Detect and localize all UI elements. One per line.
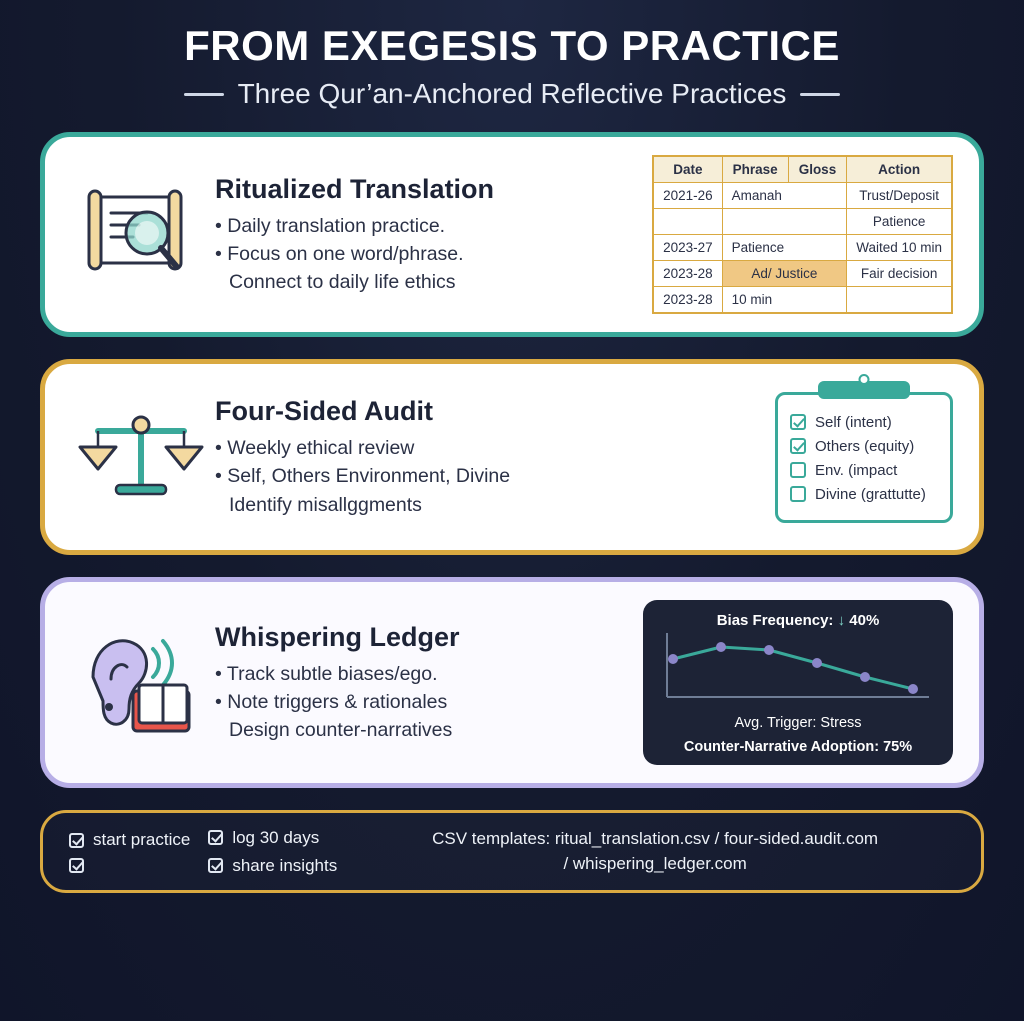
footer-col-mid <box>208 828 337 876</box>
checklist-label: Others (equity) <box>815 437 915 455</box>
footer-item-start-practice[interactable] <box>69 830 190 850</box>
bias-frequency-line-chart <box>659 629 937 705</box>
checklist-item-others[interactable] <box>790 438 938 455</box>
col-phrase: Phrase <box>722 156 788 183</box>
footer-item-empty[interactable] <box>69 858 190 873</box>
checkbox-checked-icon[interactable] <box>69 833 84 848</box>
chart-subtext: Avg. Trigger: Stress <box>734 715 862 731</box>
card-2-title: Four-Sided Audit <box>215 396 433 427</box>
card-2-body <box>211 396 775 518</box>
checklist-item-env[interactable] <box>790 462 938 479</box>
checklist-label: Divine (grattutte) <box>815 485 926 503</box>
gloss-table <box>652 155 953 314</box>
card-whispering-ledger[interactable] <box>40 577 984 788</box>
col-action: Action <box>847 156 952 183</box>
cell-date: 2021-26 <box>653 183 722 209</box>
checklist-label: Self (intent) <box>815 413 892 431</box>
card-3-title: Whispering Ledger <box>215 621 460 652</box>
cell-phrase: 10 min <box>722 287 847 314</box>
card-1-table-wrap <box>652 155 953 314</box>
down-arrow-icon: ↓ <box>837 612 846 629</box>
card-1-bullet-2: • Focus on one word/phrase. <box>215 242 464 265</box>
card-2-bullet-2: • Self, Others Environment, Divine <box>215 465 511 488</box>
card-3-body <box>211 622 643 744</box>
card-1-body <box>211 174 652 296</box>
cell-date: 2023-28 <box>653 261 722 287</box>
card-3-bullet-3: Design counter-narratives <box>229 719 453 742</box>
card-2-bullet-1: • Weekly ethical review <box>215 437 415 460</box>
checklist-label: Env. (impact <box>815 461 898 479</box>
dash-right-icon <box>800 93 840 96</box>
ear-book-icon <box>71 623 211 743</box>
footer-col-left <box>69 830 190 873</box>
cell-action: Waited 10 min <box>847 235 952 261</box>
table-row <box>653 287 952 314</box>
footer-label: start practice <box>93 830 191 850</box>
card-four-sided-audit[interactable] <box>40 359 984 555</box>
page-title: FROM EXEGESIS TO PRACTICE <box>184 22 840 69</box>
card-3-chart-wrap <box>643 600 953 765</box>
table-header-row <box>653 156 952 183</box>
footer-csv-line-2: / whispering_ledger.com <box>563 853 747 873</box>
card-ritualized-translation[interactable] <box>40 132 984 337</box>
checkbox-checked-icon[interactable] <box>790 414 806 430</box>
scales-balance-icon <box>71 401 211 513</box>
card-2-checklist-wrap <box>775 392 953 523</box>
header <box>40 0 984 110</box>
cell-action: Trust/Deposit <box>847 183 952 209</box>
card-3-bullet-2: • Note triggers & rationales <box>215 690 448 713</box>
cell-action <box>847 287 952 314</box>
cell-date <box>653 209 722 235</box>
bias-chart-panel <box>643 600 953 765</box>
page-subtitle: Three Qur’an-Anchored Reflective Practices <box>237 78 787 109</box>
chart-headline-label: Bias Frequency: <box>716 612 834 629</box>
footer-label: share insights <box>232 855 338 875</box>
cell-date: 2023-27 <box>653 235 722 261</box>
cell-phrase: Patience <box>722 235 847 261</box>
card-3-bullet-1: • Track subtle biases/ego. <box>215 662 438 685</box>
table-row-highlighted <box>653 261 952 287</box>
checkbox-checked-icon[interactable] <box>790 438 806 454</box>
cell-phrase <box>722 209 847 235</box>
footer-csv-note <box>355 827 955 876</box>
cell-date: 2023-28 <box>653 287 722 314</box>
cell-action: Patience <box>847 209 952 235</box>
checkbox-unchecked-icon[interactable] <box>790 486 806 502</box>
subtitle-row <box>40 78 984 110</box>
table-row <box>653 209 952 235</box>
footer-csv-line-1: CSV templates: ritual_translation.csv / four-sided.audit.com <box>432 829 879 848</box>
audit-clipboard <box>775 392 953 523</box>
cell-phrase-highlight: Ad/ Justice <box>722 261 847 287</box>
checkbox-checked-icon[interactable] <box>69 858 84 873</box>
footer-bar <box>40 810 984 893</box>
footer-label: log 30 days <box>232 827 320 847</box>
card-1-bullet-1: • Daily translation practice. <box>215 214 446 237</box>
clipboard-knob-icon <box>859 374 870 385</box>
scroll-magnifier-icon <box>71 181 211 289</box>
checkbox-unchecked-icon[interactable] <box>790 462 806 478</box>
chart-footer-metric: Counter-Narrative Adoption: 75% <box>683 739 913 755</box>
chart-headline-value: 40% <box>849 612 880 629</box>
col-gloss: Gloss <box>788 156 847 183</box>
card-2-bullet-3: Identify misallɡgments <box>229 493 422 516</box>
dash-left-icon <box>184 93 224 96</box>
card-1-title: Ritualized Translation <box>215 173 495 204</box>
card-1-bullet-3: Connect to daily life ethics <box>229 271 456 294</box>
col-date: Date <box>653 156 722 183</box>
table-row <box>653 183 952 209</box>
checklist-item-self[interactable] <box>790 414 938 431</box>
cell-phrase: Amanah <box>722 183 847 209</box>
checkbox-checked-icon[interactable] <box>208 830 223 845</box>
table-row <box>653 235 952 261</box>
chart-headline <box>657 612 939 629</box>
cell-action: Fair decision <box>847 261 952 287</box>
checklist-item-divine[interactable] <box>790 486 938 503</box>
checkbox-checked-icon[interactable] <box>208 858 223 873</box>
footer-item-share-insights[interactable] <box>208 856 337 876</box>
footer-item-log-30-days[interactable] <box>208 828 337 848</box>
